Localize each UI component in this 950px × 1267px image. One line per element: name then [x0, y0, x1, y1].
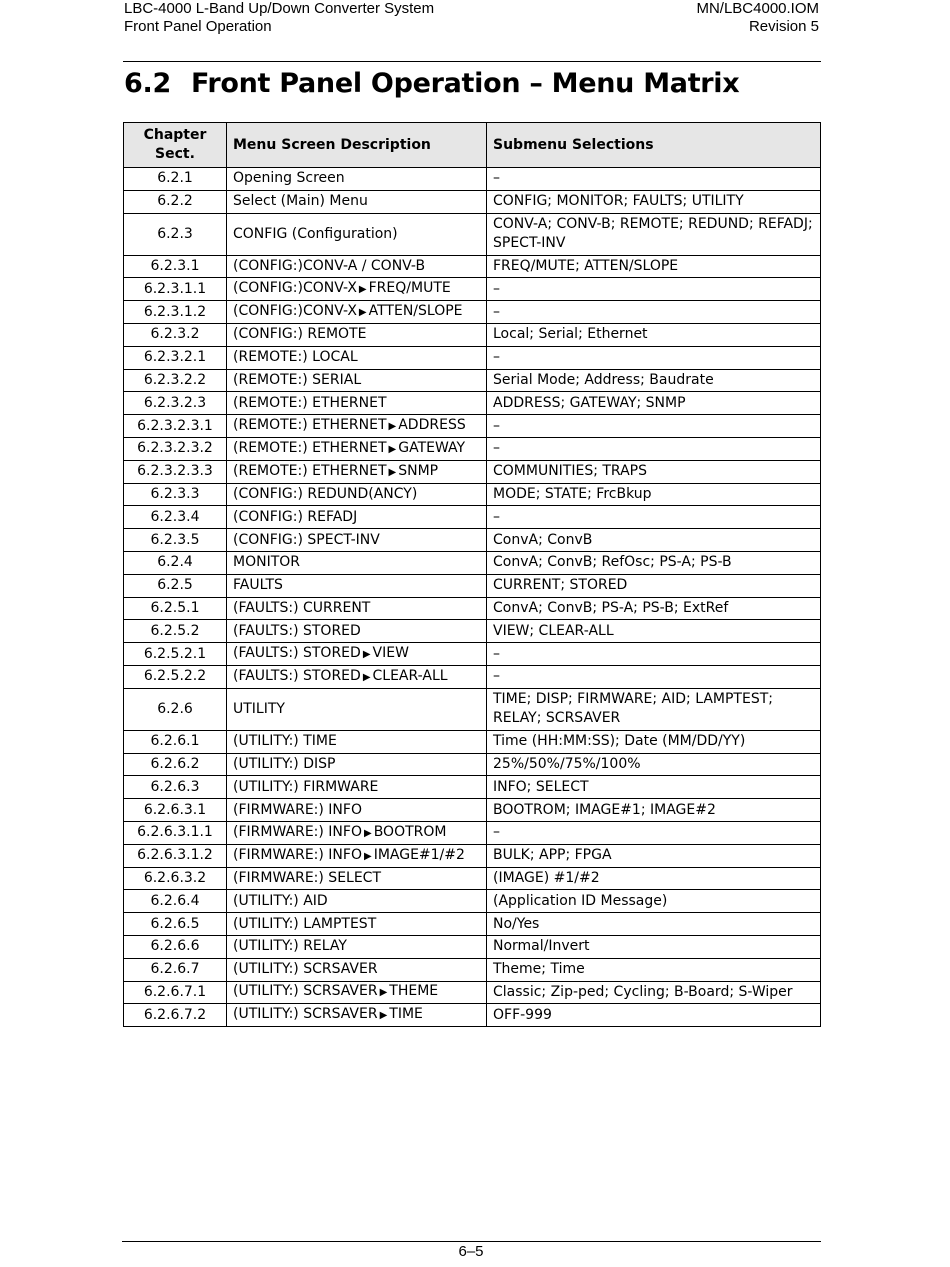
menu-path-text: (FAULTS:) CURRENT	[233, 599, 371, 616]
menu-path-text: (UTILITY:) RELAY	[233, 938, 347, 955]
table-row	[124, 913, 821, 936]
submenu-selections-cell: –	[487, 437, 821, 460]
menu-path-text: (CONFIG:) REFADJ	[233, 508, 358, 525]
column-header-chapter-sect: Chapter Sect.	[124, 123, 227, 168]
menu-screen-description-cell	[227, 643, 487, 666]
submenu-item-text: ATTEN/SLOPE	[368, 303, 463, 320]
table-row	[124, 190, 821, 213]
submenu-selections-cell: ConvA; ConvB	[487, 529, 821, 552]
table-row	[124, 551, 821, 574]
menu-path-text: (REMOTE:) ETHERNET	[233, 439, 387, 456]
submenu-selections-cell: OFF-999	[487, 1004, 821, 1027]
submenu-selections-cell: No/Yes	[487, 913, 821, 936]
chapter-sect-cell: 6.2.6.5	[124, 913, 227, 936]
menu-screen-description-cell	[227, 346, 487, 369]
submenu-item-text: SNMP	[398, 462, 439, 479]
menu-screen-description-cell	[227, 935, 487, 958]
submenu-selections-cell: CONFIG; MONITOR; FAULTS; UTILITY	[487, 190, 821, 213]
submenu-selections-cell: Serial Mode; Address; Baudrate	[487, 369, 821, 392]
menu-path-text: (REMOTE:) ETHERNET	[233, 417, 387, 434]
menu-path-text: (UTILITY:) TIME	[233, 733, 337, 750]
menu-screen-description-cell	[227, 190, 487, 213]
menu-path-text: (REMOTE:) SERIAL	[233, 371, 362, 388]
submenu-item-text: VIEW	[372, 645, 409, 662]
menu-path-text: (UTILITY:) AID	[233, 892, 328, 909]
submenu-item-text: TIME	[389, 1006, 423, 1023]
menu-screen-description-cell	[227, 529, 487, 552]
table-row	[124, 730, 821, 753]
running-header-left	[124, 0, 434, 36]
chapter-sect-cell: 6.2.6	[124, 688, 227, 730]
menu-path-text: (CONFIG:)CONV-X	[233, 280, 357, 297]
table-row	[124, 213, 821, 255]
chapter-sect-cell: 6.2.5.2	[124, 620, 227, 643]
table-row	[124, 301, 821, 324]
submenu-selections-cell: –	[487, 506, 821, 529]
table-row	[124, 799, 821, 822]
menu-path-text: MONITOR	[233, 554, 300, 571]
chapter-sect-cell: 6.2.3.2.3.3	[124, 460, 227, 483]
submenu-selections-cell: –	[487, 821, 821, 844]
menu-path-text: (FIRMWARE:) INFO	[233, 846, 362, 863]
menu-screen-description-cell	[227, 278, 487, 301]
menu-screen-description-cell	[227, 958, 487, 981]
menu-screen-description-cell	[227, 323, 487, 346]
submenu-arrow-icon: ▶	[379, 987, 388, 999]
chapter-sect-cell: 6.2.6.3.1	[124, 799, 227, 822]
menu-path-text: (FIRMWARE:) SELECT	[233, 869, 382, 886]
menu-path-text: (CONFIG:) REMOTE	[233, 326, 367, 343]
submenu-selections-cell: –	[487, 346, 821, 369]
menu-path-text: UTILITY	[233, 700, 285, 717]
table-row	[124, 483, 821, 506]
menu-screen-description-cell	[227, 301, 487, 324]
table-row	[124, 867, 821, 890]
menu-screen-description-cell	[227, 688, 487, 730]
submenu-selections-cell: ADDRESS; GATEWAY; SNMP	[487, 392, 821, 415]
menu-path-text: (UTILITY:) SCRSAVER	[233, 983, 378, 1000]
chapter-sect-cell: 6.2.1	[124, 168, 227, 191]
submenu-arrow-icon: ▶	[379, 1010, 388, 1022]
header-divider	[123, 61, 821, 62]
table-row	[124, 753, 821, 776]
submenu-arrow-icon: ▶	[363, 850, 372, 862]
revision-label: Revision 5	[748, 18, 819, 35]
submenu-arrow-icon: ▶	[358, 307, 367, 319]
menu-path-text: (UTILITY:) FIRMWARE	[233, 778, 379, 795]
chapter-sect-cell: 6.2.3.3	[124, 483, 227, 506]
chapter-sect-cell: 6.2.3.2.3.2	[124, 437, 227, 460]
table-row	[124, 529, 821, 552]
submenu-selections-cell: –	[487, 415, 821, 438]
submenu-selections-cell: INFO; SELECT	[487, 776, 821, 799]
submenu-arrow-icon: ▶	[362, 649, 371, 661]
document-title: LBC-4000 L-Band Up/Down Converter System	[124, 0, 435, 17]
menu-screen-description-cell	[227, 753, 487, 776]
submenu-selections-cell: Normal/Invert	[487, 935, 821, 958]
submenu-item-text: FREQ/MUTE	[368, 280, 451, 297]
menu-path-text: (FIRMWARE:) INFO	[233, 823, 362, 840]
menu-path-text: Opening Screen	[233, 170, 345, 187]
submenu-selections-cell: ConvA; ConvB; RefOsc; PS-A; PS-B	[487, 551, 821, 574]
menu-path-text: (CONFIG:)CONV-X	[233, 303, 357, 320]
submenu-selections-cell: Theme; Time	[487, 958, 821, 981]
table-row	[124, 821, 821, 844]
table-row	[124, 255, 821, 278]
chapter-sect-cell: 6.2.6.4	[124, 890, 227, 913]
menu-path-text: (UTILITY:) LAMPTEST	[233, 915, 377, 932]
menu-screen-description-cell	[227, 597, 487, 620]
table-row	[124, 597, 821, 620]
table-row	[124, 688, 821, 730]
section-title: Front Panel Operation – Menu Matrix	[190, 68, 740, 99]
chapter-sect-cell: 6.2.3.1.2	[124, 301, 227, 324]
chapter-sect-cell: 6.2.6.3	[124, 776, 227, 799]
submenu-item-text: THEME	[389, 983, 439, 1000]
submenu-selections-cell: VIEW; CLEAR-ALL	[487, 620, 821, 643]
chapter-sect-cell: 6.2.6.7.1	[124, 981, 227, 1004]
menu-path-text: (REMOTE:) LOCAL	[233, 349, 358, 366]
table-header-row	[124, 123, 821, 168]
submenu-arrow-icon: ▶	[388, 443, 397, 455]
table-row	[124, 460, 821, 483]
submenu-item-text: BOOTROM	[373, 823, 447, 840]
menu-screen-description-cell	[227, 255, 487, 278]
menu-path-text: FAULTS	[233, 577, 283, 594]
menu-screen-description-cell	[227, 844, 487, 867]
submenu-selections-cell: CURRENT; STORED	[487, 574, 821, 597]
menu-screen-description-cell	[227, 665, 487, 688]
menu-path-text: (CONFIG:) SPECT-INV	[233, 531, 380, 548]
chapter-sect-cell: 6.2.3.2.2	[124, 369, 227, 392]
table-row	[124, 890, 821, 913]
submenu-selections-cell: MODE; STATE; FrcBkup	[487, 483, 821, 506]
chapter-sect-cell: 6.2.6.3.1.1	[124, 821, 227, 844]
chapter-sect-cell: 6.2.6.1	[124, 730, 227, 753]
table-row	[124, 323, 821, 346]
chapter-sect-cell: 6.2.5.2.1	[124, 643, 227, 666]
menu-path-text: (FAULTS:) STORED	[233, 622, 361, 639]
submenu-selections-cell: CONV-A; CONV-B; REMOTE; REDUND; REFADJ; SPECT-INV	[487, 213, 821, 255]
document-number: MN/LBC4000.IOM	[696, 0, 819, 17]
chapter-sect-cell: 6.2.3.5	[124, 529, 227, 552]
chapter-sect-cell: 6.2.3.2.3	[124, 392, 227, 415]
menu-screen-description-cell	[227, 392, 487, 415]
column-header-submenu-selections: Submenu Selections	[487, 123, 821, 168]
menu-path-text: (UTILITY:) DISP	[233, 755, 336, 772]
table-row	[124, 346, 821, 369]
table-row	[124, 392, 821, 415]
menu-screen-description-cell	[227, 437, 487, 460]
chapter-sect-cell: 6.2.3.2.3.1	[124, 415, 227, 438]
submenu-selections-cell: Local; Serial; Ethernet	[487, 323, 821, 346]
submenu-arrow-icon: ▶	[362, 671, 371, 683]
menu-screen-description-cell	[227, 168, 487, 191]
menu-screen-description-cell	[227, 460, 487, 483]
menu-screen-description-cell	[227, 981, 487, 1004]
table-row	[124, 437, 821, 460]
submenu-selections-cell: BULK; APP; FPGA	[487, 844, 821, 867]
table-row	[124, 369, 821, 392]
menu-path-text: (FAULTS:) STORED	[233, 667, 361, 684]
running-header-right	[696, 0, 819, 36]
menu-path-text: Select (Main) Menu	[233, 193, 368, 210]
chapter-sect-cell: 6.2.5.2.2	[124, 665, 227, 688]
submenu-selections-cell: BOOTROM; IMAGE#1; IMAGE#2	[487, 799, 821, 822]
chapter-title: Front Panel Operation	[124, 18, 272, 35]
table-row	[124, 506, 821, 529]
menu-screen-description-cell	[227, 913, 487, 936]
table-row	[124, 981, 821, 1004]
submenu-selections-cell: 25%/50%/75%/100%	[487, 753, 821, 776]
table-row	[124, 415, 821, 438]
menu-screen-description-cell	[227, 483, 487, 506]
table-row	[124, 168, 821, 191]
menu-screen-description-cell	[227, 415, 487, 438]
submenu-item-text: ADDRESS	[398, 417, 466, 434]
chapter-sect-cell: 6.2.6.7.2	[124, 1004, 227, 1027]
submenu-selections-cell: –	[487, 168, 821, 191]
menu-screen-description-cell	[227, 867, 487, 890]
submenu-selections-cell: TIME; DISP; FIRMWARE; AID; LAMPTEST; RELAY; SCRSAVER	[487, 688, 821, 730]
menu-path-text: (CONFIG:) REDUND(ANCY)	[233, 485, 418, 502]
submenu-selections-cell: ConvA; ConvB; PS-A; PS-B; ExtRef	[487, 597, 821, 620]
chapter-sect-cell: 6.2.5.1	[124, 597, 227, 620]
menu-screen-description-cell	[227, 776, 487, 799]
chapter-sect-cell: 6.2.6.7	[124, 958, 227, 981]
table-row	[124, 844, 821, 867]
menu-screen-description-cell	[227, 620, 487, 643]
table-row	[124, 620, 821, 643]
menu-path-text: (FAULTS:) STORED	[233, 645, 361, 662]
chapter-sect-cell: 6.2.3.1	[124, 255, 227, 278]
menu-path-text: (CONFIG:)CONV-A / CONV-B	[233, 257, 426, 274]
chapter-sect-cell: 6.2.3	[124, 213, 227, 255]
menu-screen-description-cell	[227, 506, 487, 529]
submenu-selections-cell: Time (HH:MM:SS); Date (MM/DD/YY)	[487, 730, 821, 753]
chapter-sect-cell: 6.2.3.2.1	[124, 346, 227, 369]
menu-screen-description-cell	[227, 730, 487, 753]
section-heading	[124, 64, 739, 104]
submenu-item-text: GATEWAY	[398, 439, 466, 456]
table-row	[124, 665, 821, 688]
menu-path-text: (REMOTE:) ETHERNET	[233, 462, 387, 479]
table-row	[124, 935, 821, 958]
table-row	[124, 776, 821, 799]
chapter-sect-cell: 6.2.6.3.2	[124, 867, 227, 890]
submenu-selections-cell: –	[487, 665, 821, 688]
menu-path-text: (FIRMWARE:) INFO	[233, 801, 362, 818]
chapter-sect-cell: 6.2.5	[124, 574, 227, 597]
page-number: 6–5	[458, 1243, 484, 1260]
menu-path-text: (REMOTE:) ETHERNET	[233, 394, 387, 411]
chapter-sect-cell: 6.2.6.3.1.2	[124, 844, 227, 867]
chapter-sect-cell: 6.2.3.2	[124, 323, 227, 346]
table-row	[124, 643, 821, 666]
chapter-sect-cell: 6.2.6.2	[124, 753, 227, 776]
menu-path-text: CONFIG (Configuration)	[233, 225, 398, 242]
chapter-sect-cell: 6.2.3.4	[124, 506, 227, 529]
menu-screen-description-cell	[227, 213, 487, 255]
submenu-arrow-icon: ▶	[388, 466, 397, 478]
submenu-selections-cell: Classic; Zip-ped; Cycling; B-Board; S-Wiper	[487, 981, 821, 1004]
menu-screen-description-cell	[227, 551, 487, 574]
menu-screen-description-cell	[227, 799, 487, 822]
table-body	[124, 168, 821, 1027]
menu-screen-description-cell	[227, 890, 487, 913]
submenu-selections-cell: (IMAGE) #1/#2	[487, 867, 821, 890]
menu-screen-description-cell	[227, 821, 487, 844]
submenu-selections-cell: –	[487, 643, 821, 666]
table-row	[124, 574, 821, 597]
menu-matrix-table	[123, 122, 821, 1027]
column-header-menu-screen-description: Menu Screen Description	[227, 123, 487, 168]
footer-divider	[122, 1241, 821, 1242]
menu-screen-description-cell	[227, 369, 487, 392]
section-number: 6.2	[124, 68, 171, 99]
menu-path-text: (UTILITY:) SCRSAVER	[233, 961, 378, 978]
chapter-sect-cell: 6.2.4	[124, 551, 227, 574]
chapter-sect-cell: 6.2.6.6	[124, 935, 227, 958]
submenu-selections-cell: –	[487, 278, 821, 301]
table-row	[124, 958, 821, 981]
table-row	[124, 1004, 821, 1027]
menu-screen-description-cell	[227, 1004, 487, 1027]
submenu-selections-cell: COMMUNITIES; TRAPS	[487, 460, 821, 483]
submenu-arrow-icon: ▶	[358, 284, 367, 296]
submenu-arrow-icon: ▶	[388, 421, 397, 433]
submenu-arrow-icon: ▶	[363, 827, 372, 839]
submenu-item-text: CLEAR-ALL	[372, 667, 448, 684]
menu-path-text: (UTILITY:) SCRSAVER	[233, 1006, 378, 1023]
submenu-selections-cell: –	[487, 301, 821, 324]
submenu-selections-cell: (Application ID Message)	[487, 890, 821, 913]
chapter-sect-cell: 6.2.3.1.1	[124, 278, 227, 301]
submenu-selections-cell: FREQ/MUTE; ATTEN/SLOPE	[487, 255, 821, 278]
table-row	[124, 278, 821, 301]
menu-screen-description-cell	[227, 574, 487, 597]
submenu-item-text: IMAGE#1/#2	[373, 846, 465, 863]
chapter-sect-cell: 6.2.2	[124, 190, 227, 213]
